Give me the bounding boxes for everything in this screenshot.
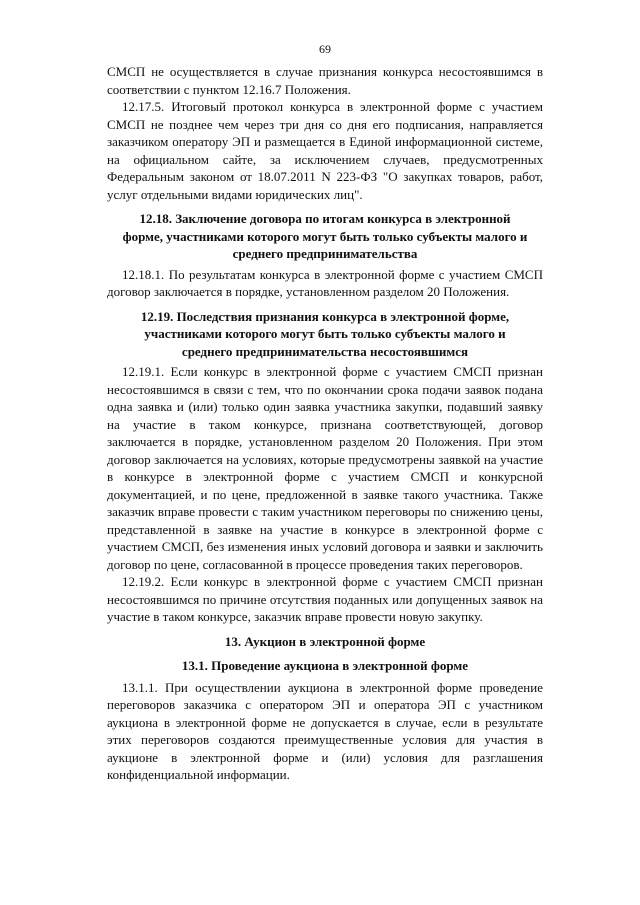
paragraph-12-17-5: 12.17.5. Итоговый протокол конкурса в электронной форме с участием СМСП не позднее чем через три дня со дня его подписания, направляется заказчиком оператору ЭП и размещается в Единой информационной системе, на официальном сайте, за исключением случаев, предусмотренных Федеральным законом от 18.07.2011 N 223-ФЗ "О закупках товаров, работ, услуг отдельными видами юридических лиц". — [107, 99, 543, 202]
section-heading-12-18: 12.18. Заключение договора по итогам конкурса в электронной форме, участниками которого могут быть только субъекты малого и среднего предпринимательства — [122, 211, 528, 261]
paragraph-12-18-1: 12.18.1. По результатам конкурса в электронной форме с участием СМСП договор заключается в порядке, установленном разделом 20 Положения. — [107, 266, 543, 299]
paragraph-smsp-continuation: СМСП не осуществляется в случае признания конкурса несостоявшимся в соответствии с пунктом 12.16.7 Положения. — [107, 64, 543, 97]
paragraph-13-1-1: 13.1.1. При осуществлении аукциона в электронной форме проведение переговоров заказчика с оператором ЭП и оператора ЭП с участником аукциона в электронной форме не допускается в случае, если в результате этих переговоров создаются преимущественные условия для участия в аукционе в электронной форме и (или) условия для разглашения конфиденциальной информации. — [107, 679, 543, 782]
paragraph-12-19-1: 12.19.1. Если конкурс в электронной форме с участием СМСП признан несостоявшимся в связи с тем, что по окончании срока подачи заявок подана одна заявка и (или) только один заявка участника закупки, подавший заявку на участие в таком конкурсе, признана соответствующей, договор заключается в порядке, установленном разделом 20 Положения. При этом договор заключается на условиях, которые предусмотрены заявкой на участие в конкурсе в электронной форме с участием СМСП и конкурсной документацией, и по цене, предложенной в заявке такого участника. Также заказчик вправе провести с таким участником переговоры по снижению цены, представленной в заявке на участие в конкурсе в электронной форме с участием СМСП, без изменения иных условий договора и заявки и заключить договор по цене, согласованной в процессе проведения таких переговоров. — [107, 364, 543, 572]
document-body — [107, 63, 543, 784]
chapter-heading-13: 13. Аукцион в электронной форме — [224, 633, 426, 649]
paragraph-12-19-2: 12.19.2. Если конкурс в электронной форме с участием СМСП признан несостоявшимся по причине отсутствия поданных или допущенных заявок на участие в таком конкурсе, заказчик вправе провести новую закупку. — [107, 574, 543, 624]
page-number: 69 — [319, 42, 331, 56]
section-heading-13-1: 13.1. Проведение аукциона в электронной форме — [181, 658, 469, 673]
section-heading-12-19: 12.19. Последствия признания конкурса в электронной форме, участниками которого могут быть только субъекты малого и среднего предпринимательства несостоявшимся — [140, 308, 510, 359]
